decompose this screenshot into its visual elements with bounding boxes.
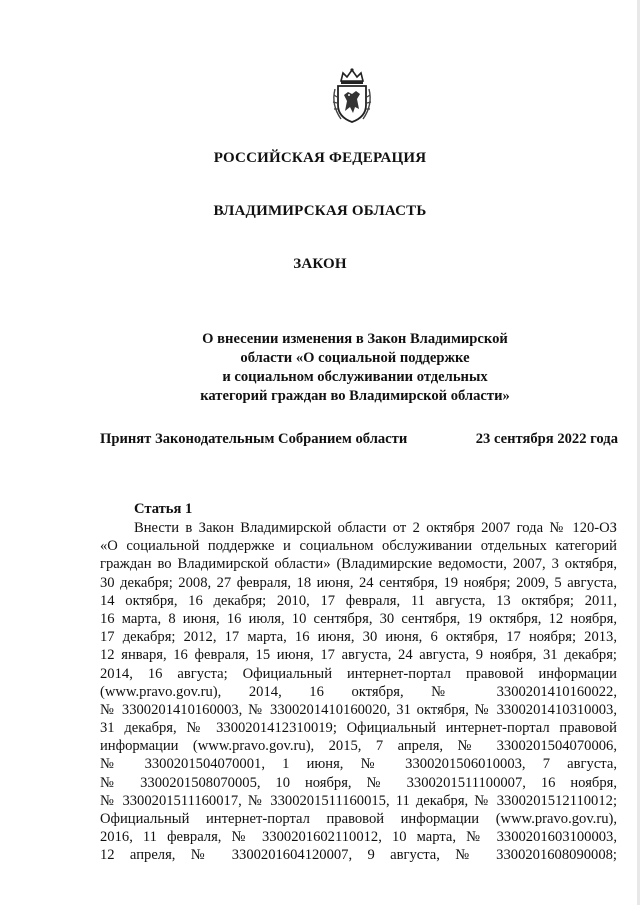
article-text-line: 12 января, 16 февраля, 15 июня, 17 августа, 24 августа, 9 ноября, 31 декабря; — [100, 647, 617, 664]
article-text-line: 14 октября, 16 декабря; 2010, 17 февраля, 11 августа, 13 октября; 2011, — [100, 592, 617, 609]
country-heading: РОССИЙСКАЯ ФЕДЕРАЦИЯ — [213, 150, 427, 166]
article-text-line: (www.pravo.gov.ru), 2014, 16 октября, № 3300201410160022, — [100, 683, 617, 700]
article-text-line: № 3300201410160003, № 3300201410160020, 31 октября, № 3300201410310003, — [100, 701, 617, 718]
article-text-line: информации (www.pravo.gov.ru), 2015, 7 апреля, № 3300201504070006, — [100, 738, 617, 755]
article-text-line: 30 декабря; 2008, 27 февраля, 18 июня, 24 сентября, 19 ноября; 2009, 5 августа, — [100, 574, 617, 591]
article-text-line: № 3300201504070001, 1 июня, № 3300201506010003, 7 августа, — [100, 756, 617, 773]
article-text-line: Официальный интернет-портал правовой информации (www.pravo.gov.ru), — [100, 811, 617, 827]
article-text-line: 2014, 16 августа; Официальный интернет-портал правовой информации — [100, 665, 617, 682]
article-heading: Статья 1 — [134, 501, 193, 517]
article-text-line: № 3300201511160017, № 3300201511160015, 11 декабря, № 3300201512110012; — [100, 792, 617, 809]
law-title-line: и социальном обслуживании отдельных — [222, 369, 488, 385]
article-text-line: 31 декабря, № 3300201412310019; Официальный интернет-портал правовой — [100, 720, 617, 737]
adopted-by: Принят Законодательным Собранием области — [100, 431, 408, 447]
law-title — [150, 330, 560, 406]
region-heading: ВЛАДИМИРСКАЯ ОБЛАСТЬ — [213, 203, 427, 219]
article-text-line: граждан во Владимирской области» (Владимирские ведомости, 2007, 3 октября, — [100, 556, 617, 573]
adoption-date: 23 сентября 2022 года — [475, 431, 618, 447]
law-title-line: категорий граждан во Владимирской области» — [200, 388, 510, 404]
article-body — [100, 519, 617, 865]
law-title-line: области «О социальной поддержке — [240, 350, 470, 366]
article-text-line: № 3300201508070005, 10 ноября, № 3300201511100007, 16 ноября, — [100, 774, 617, 791]
article-text-line: Внести в Закон Владимирской области от 2 октября 2007 года № 120-ОЗ — [134, 520, 617, 536]
document-type-heading: ЗАКОН — [293, 256, 347, 272]
adoption-line — [100, 431, 618, 448]
article-text-line: «О социальной поддержке и социальном обслуживании отдельных категорий — [100, 538, 617, 555]
article-text-line: 17 декабря; 2012, 17 марта, 16 июня, 30 июня, 6 октября, 17 ноября; 2013, — [100, 629, 617, 646]
article-text-line: 12 апреля, № 3300201604120007, 9 августа, № 3300201608090008; — [100, 847, 617, 864]
article-text-line: 2016, 11 февраля, № 3300201602110012, 10 марта, № 3300201603100003, — [100, 829, 617, 846]
article-text-line: 16 марта, 8 июня, 16 июля, 10 сентября, 30 сентября, 19 октября, 12 ноября, — [100, 610, 617, 627]
law-title-line: О внесении изменения в Закон Владимирской — [202, 331, 508, 347]
coat-of-arms-icon — [329, 67, 375, 125]
